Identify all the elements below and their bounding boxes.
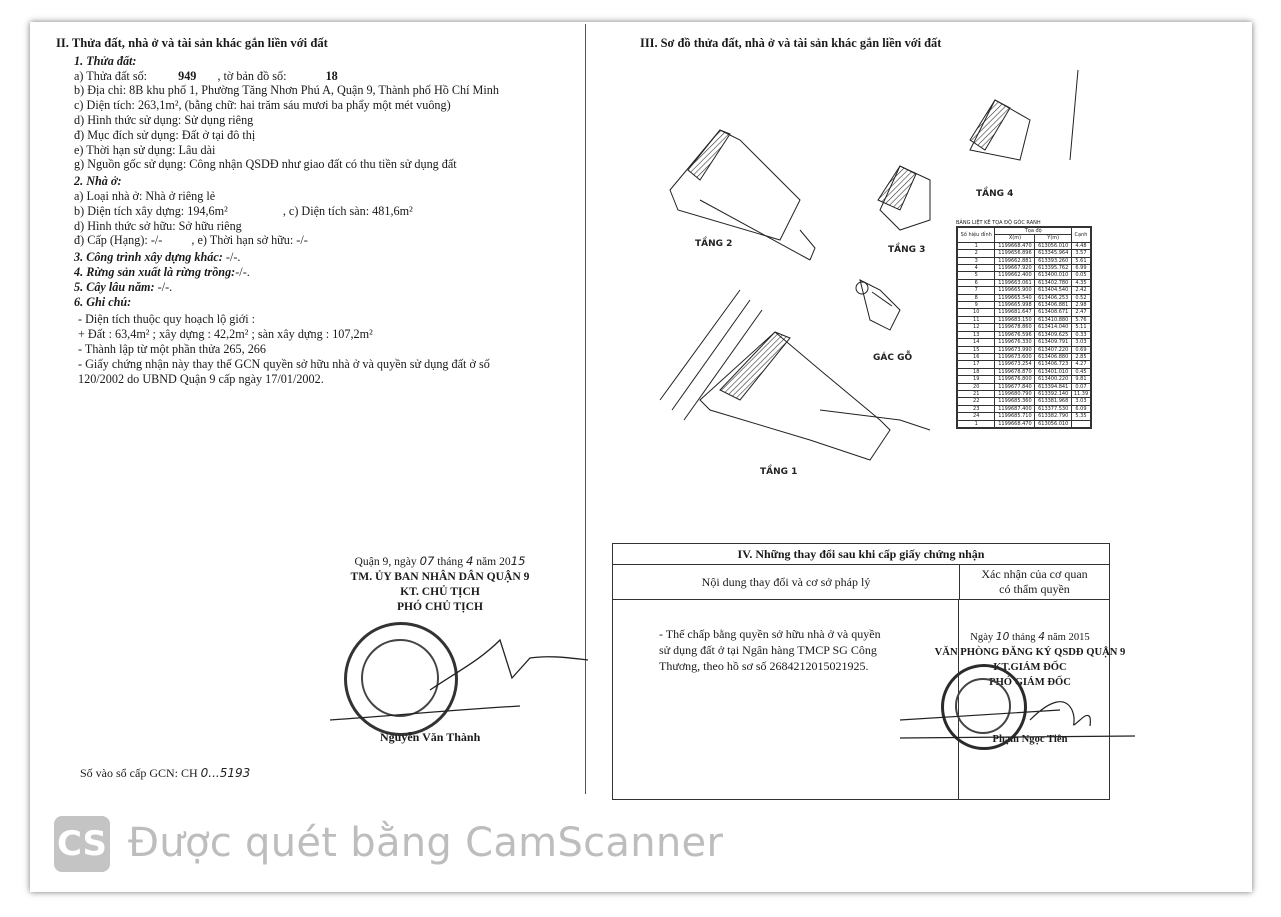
own-term: , e) Thời hạn sở hữu: -/- [191, 233, 308, 248]
coord-cell: 4 [958, 265, 995, 272]
note-line: - Diện tích thuộc quy hoạch lộ giới : [78, 312, 256, 327]
changes-header-row [613, 565, 1109, 600]
coord-cell: 14 [958, 339, 995, 346]
issuer-kt: KT. CHỦ TỊCH [400, 585, 480, 598]
coord-table-body [958, 242, 1091, 427]
coord-cell: 15 [958, 346, 995, 353]
coord-row [958, 361, 1091, 368]
coord-cell: 1199662.881 [995, 257, 1035, 264]
coord-cell: 613392.140 [1035, 390, 1072, 397]
coord-cell: 19 [958, 376, 995, 383]
coord-cell: 11 [958, 316, 995, 323]
house-subheading: 2. Nhà ở: [74, 174, 122, 189]
coord-cell: 613406.880 [1035, 353, 1072, 360]
registration-office: VĂN PHÒNG ĐĂNG KÝ QSDĐ QUẬN 9 [934, 647, 1126, 658]
floor-area: , c) Diện tích sàn: 481,6m² [282, 203, 413, 218]
coord-row [958, 353, 1091, 360]
coord-row [958, 279, 1091, 286]
coord-cell: 613402.780 [1035, 279, 1072, 286]
coord-cell: 3 [958, 257, 995, 264]
coord-cell: 22 [958, 398, 995, 405]
coord-cell: 613409.791 [1035, 339, 1072, 346]
issue-day: 07 [419, 554, 435, 568]
coord-cell: 613056.010 [1035, 242, 1072, 249]
coord-cell: 3.03 [1071, 339, 1090, 346]
coord-cell: 613407.220 [1035, 346, 1072, 353]
other-works-value: -/-. [222, 250, 241, 265]
camscanner-logo: CS [54, 816, 110, 872]
coord-row [958, 316, 1091, 323]
coord-cell [1071, 420, 1090, 427]
map-sheet-label: , tờ bản đồ số: [217, 68, 287, 83]
coord-cell: 1199662.400 [995, 272, 1035, 279]
coord-cell: 1199656.896 [995, 250, 1035, 257]
coord-cell: 1199685.360 [995, 398, 1035, 405]
coord-cell: 613408.671 [1035, 309, 1072, 316]
use-form-row: d) Hình thức sử dụng: Sử dụng riêng [74, 112, 254, 127]
issue-month: 4 [465, 554, 474, 568]
coord-cell: 11.39 [1071, 390, 1090, 397]
coord-cell: 3.57 [1071, 250, 1090, 257]
coord-cell: 6 [958, 279, 995, 286]
coord-cell: 2 [958, 250, 995, 257]
coord-cell: 10 [958, 309, 995, 316]
parcel-number-row [56, 69, 576, 84]
coord-cell: 1199673.990 [995, 346, 1035, 353]
coord-cell: 613409.625 [1035, 331, 1072, 338]
coord-cell: 24 [958, 413, 995, 420]
coord-cell: 16 [958, 353, 995, 360]
coord-cell: 613400.010 [1035, 272, 1072, 279]
coord-cell: 23 [958, 405, 995, 412]
coord-row [958, 376, 1091, 383]
coord-cell: 1199677.840 [995, 383, 1035, 390]
coord-row [958, 383, 1091, 390]
floor-label: TẦNG 2 [695, 239, 733, 249]
section-heading: II. Thửa đất, nhà ở và tài sản khác gắn liền với đất [56, 36, 328, 50]
confirm-signer-name: Phạm Ngọc Tiên [992, 734, 1068, 745]
perennial-label: 5. Cây lâu năm: [74, 279, 155, 294]
coord-row [958, 294, 1091, 301]
coord-row [958, 420, 1091, 427]
build-area-row [56, 204, 576, 219]
coord-cell: 8 [958, 294, 995, 301]
coord-cell: 5.35 [1071, 413, 1090, 420]
coord-row [958, 257, 1091, 264]
coord-cell: 1199668.470 [995, 242, 1035, 249]
changes-entry-content: - Thế chấp bằng quyền sở hữu nhà ở và quyền sử dụng đất ở tại Ngân hàng TMCP SG Công Thương, theo hồ sơ số 2684212015021925. [613, 600, 959, 799]
grade-row [56, 233, 576, 248]
coord-row [958, 324, 1091, 331]
coord-cell: 5 [958, 272, 995, 279]
floor-plan-mezzanine [856, 280, 900, 330]
build-area: b) Diện tích xây dựng: 194,6m² [74, 203, 228, 218]
perennial-value: -/-. [154, 279, 173, 294]
coord-cell: 21 [958, 390, 995, 397]
coord-cell: 1199685.710 [995, 413, 1035, 420]
coord-subheader: Y(m) [1035, 235, 1072, 242]
coord-cell: 1199680.790 [995, 390, 1035, 397]
coord-cell: 1199676.800 [995, 376, 1035, 383]
issue-date: Quận 9, ngày 07 tháng 4 năm 2015 [354, 554, 526, 568]
notes-subheading: 6. Ghi chú: [74, 294, 132, 309]
coord-cell: 0.05 [1071, 272, 1090, 279]
coord-cell: 20 [958, 383, 995, 390]
issuer-signer-name: Nguyễn Văn Thành [380, 730, 481, 744]
coord-header: Số hiệu đỉnh [958, 228, 995, 243]
coord-cell: 0.45 [1071, 368, 1090, 375]
coord-cell: 4.27 [1071, 361, 1090, 368]
coord-row [958, 242, 1091, 249]
term-row: e) Thời hạn sử dụng: Lâu dài [74, 142, 216, 157]
coord-cell: 613381.968 [1035, 398, 1072, 405]
coord-cell: 2.42 [1071, 287, 1090, 294]
coord-header: Tọa độ [995, 228, 1071, 235]
coord-cell: 1199678.870 [995, 368, 1035, 375]
coord-cell: 1199683.150 [995, 316, 1035, 323]
coord-cell: 613406.881 [1035, 302, 1072, 309]
coord-cell: 2.85 [1071, 353, 1090, 360]
coord-row [958, 398, 1091, 405]
registration-signature [900, 690, 1140, 760]
coord-cell: 613414.040 [1035, 324, 1072, 331]
floor-plan-4 [970, 70, 1078, 160]
coord-cell: 5.76 [1071, 316, 1090, 323]
coord-cell: 1199665.998 [995, 302, 1035, 309]
area-row: c) Diện tích: 263,1m², (bằng chữ: hai trăm sáu mươi ba phẩy một mét vuông) [74, 98, 451, 113]
gcn-registry-number: Số vào sổ cấp GCN: CH 0...5193 [80, 766, 251, 780]
coord-cell: 613404.540 [1035, 287, 1072, 294]
coord-cell: 6.09 [1071, 405, 1090, 412]
coord-cell: 1 [958, 420, 995, 427]
parcel-number: 949 [178, 68, 197, 83]
changes-col-content: Nội dung thay đổi và cơ sở pháp lý [613, 565, 960, 599]
map-sheet-number: 18 [325, 68, 338, 83]
origin-row: g) Nguồn gốc sử dụng: Công nhận QSDĐ như giao đất có thu tiền sử dụng đất [74, 157, 457, 172]
coord-row [958, 339, 1091, 346]
coord-row [958, 413, 1091, 420]
issuer-role: PHÓ CHỦ TỊCH [396, 600, 484, 613]
perennial-row [56, 280, 576, 295]
coord-cell: 17 [958, 361, 995, 368]
handwritten-signature [330, 630, 590, 740]
confirm-role: PHÓ GIÁM ĐỐC [989, 677, 1071, 688]
issuer-org: TM. ỦY BAN NHÂN DÂN QUẬN 9 [350, 570, 530, 583]
coord-cell: 613056.010 [1035, 420, 1072, 427]
coord-cell: 18 [958, 368, 995, 375]
issue-year: 15 [510, 554, 526, 568]
coord-row [958, 302, 1091, 309]
coord-cell: 0.07 [1071, 383, 1090, 390]
coord-cell: 0.69 [1071, 346, 1090, 353]
floor-plan-1 [660, 290, 930, 460]
coord-cell: 1199667.920 [995, 265, 1035, 272]
parcel-subheading: 1. Thửa đất: [74, 53, 137, 68]
forest-label: 4. Rừng sản xuất là rừng trồng: [74, 264, 236, 279]
coord-cell: 13 [958, 331, 995, 338]
floor-label: TẦNG 4 [976, 189, 1014, 199]
forest-value: -/-. [235, 264, 250, 279]
coord-cell: 4.48 [1071, 242, 1090, 249]
address-row: b) Địa chỉ: 8B khu phố 1, Phường Tăng Nhơn Phú A, Quận 9, Thành phố Hồ Chí Minh [74, 83, 499, 98]
other-works-row [56, 250, 576, 265]
coord-cell: 613377.530 [1035, 405, 1072, 412]
coord-cell: 5.11 [1071, 324, 1090, 331]
coord-cell: 1199665.540 [995, 294, 1035, 301]
coord-cell: 1 [958, 242, 995, 249]
coord-cell: 0.33 [1071, 331, 1090, 338]
purpose-row: đ) Mục đích sử dụng: Đất ở tại đô thị [74, 127, 256, 142]
note-line: + Đất : 63,4m² ; xây dựng : 42,2m² ; sàn xây dựng : 107,2m² [78, 327, 373, 342]
coord-cell: 3.03 [1071, 398, 1090, 405]
coord-cell: 613382.790 [1035, 413, 1072, 420]
coord-row [958, 331, 1091, 338]
coord-cell: 1199663.061 [995, 279, 1035, 286]
coord-row [958, 265, 1091, 272]
coord-cell: 613395.762 [1035, 265, 1072, 272]
coord-cell: 613410.880 [1035, 316, 1072, 323]
coord-cell: 1199673.600 [995, 353, 1035, 360]
coord-cell: 9 [958, 302, 995, 309]
coord-row [958, 368, 1091, 375]
coord-cell: 1199687.400 [995, 405, 1035, 412]
coord-header: Cạnh [1071, 228, 1090, 243]
coord-cell: 1199676.596 [995, 331, 1035, 338]
coord-cell: 613394.841 [1035, 383, 1072, 390]
land-info-section [56, 36, 576, 386]
coord-cell: 613406.253 [1035, 294, 1072, 301]
issuer-signature-block [300, 554, 580, 614]
coord-row [958, 309, 1091, 316]
coord-row [958, 250, 1091, 257]
coord-cell: 0.52 [1071, 294, 1090, 301]
house-type-row: a) Loại nhà ở: Nhà ở riêng lẻ [74, 188, 216, 203]
coord-cell: 12 [958, 324, 995, 331]
coord-row [958, 272, 1091, 279]
floor-label: GÁC GỖ [873, 353, 913, 363]
coord-cell: 613401.010 [1035, 368, 1072, 375]
coord-cell: 1199681.647 [995, 309, 1035, 316]
coord-cell: 7 [958, 287, 995, 294]
coord-row [958, 405, 1091, 412]
coord-cell: 1199668.470 [995, 420, 1035, 427]
coord-row [958, 390, 1091, 397]
coord-cell: 6.99 [1071, 265, 1090, 272]
coord-cell: 9.81 [1071, 376, 1090, 383]
coord-cell: 4.35 [1071, 279, 1090, 286]
parcel-number-label: a) Thửa đất số: [74, 68, 148, 83]
confirm-kt: KT.GIÁM ĐỐC [993, 662, 1067, 673]
note-line: 120/2002 do UBND Quận 9 cấp ngày 17/01/2002. [78, 371, 324, 386]
forest-row [56, 265, 576, 280]
camscanner-watermark: Được quét bằng CamScanner [128, 820, 724, 866]
floor-plan-3 [878, 166, 930, 230]
changes-title: IV. Những thay đổi sau khi cấp giấy chứng nhận [613, 544, 1109, 565]
changes-col-confirm: Xác nhận của cơ quan có thẩm quyền [981, 567, 1088, 596]
coord-cell: 2.98 [1071, 302, 1090, 309]
coord-cell: 613393.260 [1035, 257, 1072, 264]
coord-cell: 5.61 [1071, 257, 1090, 264]
note-line: - Giấy chứng nhận này thay thế GCN quyền sở hữu nhà ở và quyền sử dụng đất ở số [78, 356, 490, 371]
coord-cell: 1199665.900 [995, 287, 1035, 294]
coord-cell: 1199673.254 [995, 361, 1035, 368]
floor-label: TẦNG 1 [760, 467, 798, 477]
diagram-heading: III. Sơ đồ thửa đất, nhà ở và tài sản khác gắn liền với đất [640, 36, 942, 50]
floor-label: TẦNG 3 [888, 245, 926, 255]
coord-cell: 613406.723 [1035, 361, 1072, 368]
coord-table-title: BẢNG LIỆT KÊ TỌA ĐỘ GÓC RANH [956, 220, 1041, 226]
grade: đ) Cấp (Hạng): -/- [74, 233, 163, 248]
coord-subheader: X(m) [995, 235, 1035, 242]
other-works-label: 3. Công trình xây dựng khác: [74, 250, 223, 265]
coord-cell: 613400.220 [1035, 376, 1072, 383]
coord-row [958, 287, 1091, 294]
coord-cell: 1199678.860 [995, 324, 1035, 331]
own-form-row: d) Hình thức sở hữu: Sở hữu riêng [74, 218, 242, 233]
confirm-date: Ngày 10 tháng 4 năm 2015 [970, 631, 1090, 643]
floor-plan-2 [670, 130, 815, 260]
note-line: - Thành lập từ một phần thửa 265, 266 [78, 341, 266, 356]
coord-cell: 1199676.330 [995, 339, 1035, 346]
coord-cell: 2.47 [1071, 309, 1090, 316]
coord-row [958, 346, 1091, 353]
coordinate-table [956, 226, 1092, 429]
coord-cell: 613345.964 [1035, 250, 1072, 257]
